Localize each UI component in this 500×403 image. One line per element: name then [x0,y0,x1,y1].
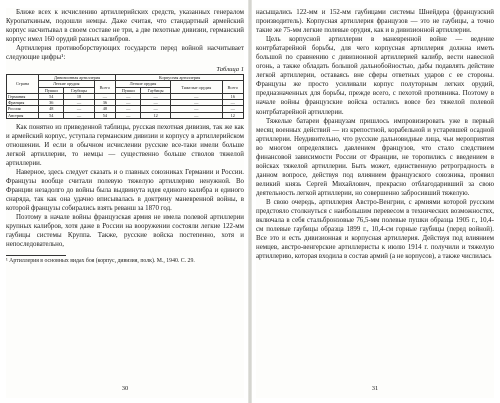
right-paragraph-3: Тяжелые батареи французам пришлось импровизировать уже в первый месяц военных действий — из крепостной, корабельной и устаревшей осадной артиллерии. Неудивительно, что русские дальновидные лица, чьи мероприятия во многом определялись давлением французов, что стало следствием финансовой зависимости России от Франции, не торопились с введением в войсках тяжелой артиллерии. Быть может, единственную ретроградность в данном вопросе, действуя под влиянием французского союзника, проявил великий князь Сергей Михайлович, прекрасно отблагодаривший за свою деятельность легкой артиллерии, но совершенно забросивший тяжелую. [256,117,494,197]
table-header-light-div: Легкие орудия [38,81,94,87]
table-header-guns: Пушки [116,87,141,93]
table-header-light-corps: Легкие орудия [116,81,171,87]
table-cell: — [116,100,141,106]
table-cell-country: Австрия [7,112,39,118]
table-cell-country: Франция [7,100,39,106]
right-paragraph-2: Цель корпусной артиллерии в маневренной войне — ведение контрбатарейной борьбы, для чего корпусная артиллерия должна иметь большой по сравнению с дивизионной артиллерией калибр, вести навесной огонь, а также обладать большой дальнобойностью, дабы подавлять действие легкой артиллерии, оставаясь вне сферы ответных ударов с ее стороны. Французы же просто усиливали корпус полуторным легких орудий, предназначенных для борьбы, прежде всего, с пехотой противника. Поэтому в начале войны французские войска остались вовсе без тяжелой полевой контрбатарейной артиллерии. [256,36,494,116]
left-paragraph-1: Ближе всех к исчислению артиллерийских средств, указанных генералом Куропаткиным, подошли немцы. Даже считая, что стандартный армейский корпус насчитывал в своем составе не три, а две пехотные дивизии, германский корпус имел 160 орудий разных калибров. [6,9,244,44]
table-header-howitzers: Гаубицы [141,87,171,93]
book-gutter [248,0,252,403]
right-paragraph-1: насыщались 122-мм и 152-мм гаубицами системы Шнейдера (французский производитель). Корпусная артиллерия французов — это не гаубицы, а точно такие же 75-мм легкие полевые орудия, как и в дивизионной артиллерии. [256,9,494,35]
table-cell: 36 [38,100,63,106]
table-cell: — [222,100,243,106]
table-header-divisional: Дивизионная артиллерия [38,75,115,81]
table-cell: 54 [38,93,63,99]
table-cell-country: Германия [7,93,39,99]
table-cell: — [170,106,222,112]
table-cell: — [116,106,141,112]
page-number-right: 31 [371,385,379,392]
table-cell: — [64,112,94,118]
table-cell: — [141,100,171,106]
table-cell: 48 [38,106,63,112]
left-page [6,8,244,398]
artillery-table [6,74,244,118]
table-caption: Таблица 1 [216,66,244,74]
table-cell: 54 [38,112,63,118]
table-cell: — [170,93,222,99]
table-cell: 54 [94,112,116,118]
left-paragraph-5: Поэтому в начале войны французская армия не имела полевой артиллерии крупных калибров, хотя даже в России на вооружении состояли легкие 122-мм гаубицы системы Круппа. Также, русские войска постепенно, хотя и непоследовательно, [6,214,244,249]
table-cell: — [64,100,94,106]
footnote: ¹ Артиллерия в основных видах боя (корпус, дивизия, полк). М., 1940. С. 29. [6,258,195,265]
table-cell: 36 [94,100,116,106]
table-cell: — [116,93,141,99]
table-header-country: Страна [7,75,39,94]
left-paragraph-2: Артиллерия противоборствующих государств перед войной насчитывает следующие цифры¹: [6,45,244,62]
table-cell: 12 [141,112,171,118]
table-cell: 16 [222,93,243,99]
table-cell-country: Россия [7,106,39,112]
table-row [7,112,244,118]
table-cell: — [222,106,243,112]
right-paragraph-4: В свою очередь, артиллерия Австро-Венгрии, с армиями которой русским предстояло столкнуться с наибольшим перевесом в технических возможностях, включала в себя стальбронзовые 76,5-мм полевые пушки образца 1905 г., 10,4-см полевые гаубицы образца 1899 г., 10,4-см горные гаубицы (перед войной). Все это и есть дивизионная и корпусная артиллерия. Действуя под влиянием немцев, австро-венгерские артиллеристы к июлю 1914 г. получили и тяжелую артиллерию, которая входила в состав армий (а не корпусов), а также числилась [256,198,494,261]
table-cell: — [116,112,141,118]
table-header-total-corps: Всего [222,81,243,93]
table-cell: — [141,106,171,112]
right-page [256,8,494,398]
table-cell: 48 [94,106,116,112]
table-header-guns: Пушки [38,87,63,93]
left-paragraph-4: Наверное, здесь следует сказать и о главных союзниках Германии и России. Французы вообще считали полевую тяжелую артиллерию ненужной. Во Франции незадолго до войны была выдвинута идея единого калибра и единого снаряда, так как она удачно вписывалась в доктрину маневренной войны, в которой французы собирались взять реванш за 1870 год. [6,168,244,213]
table-header-corps: Корпусная артиллерия [116,75,244,81]
table-cell: — [141,93,171,99]
table-cell: — [170,100,222,106]
table-header-howitzers: Гаубицы [64,87,94,93]
footnote-divider [6,255,66,256]
page-number-left: 30 [121,385,129,392]
table-cell: — [170,112,222,118]
left-paragraph-3: Как понятно из приведенной таблицы, русская пехотная дивизия, так же как и армейский корпус, уступала германским дивизии и корпусу в артиллерийском отношении. И если в обычном исчислении русские все-таки имели больше легкой артиллерии, то немцы — существенно больше стволов тяжелой артиллерии. [6,123,244,167]
table-header-heavy: Тяжелые орудия [170,81,222,93]
table-cell: — [94,93,116,99]
table-cell: — [64,106,94,112]
table-cell: 12 [222,112,243,118]
table-cell: 18 [64,93,94,99]
table-header-total-div: Всего [94,81,116,93]
